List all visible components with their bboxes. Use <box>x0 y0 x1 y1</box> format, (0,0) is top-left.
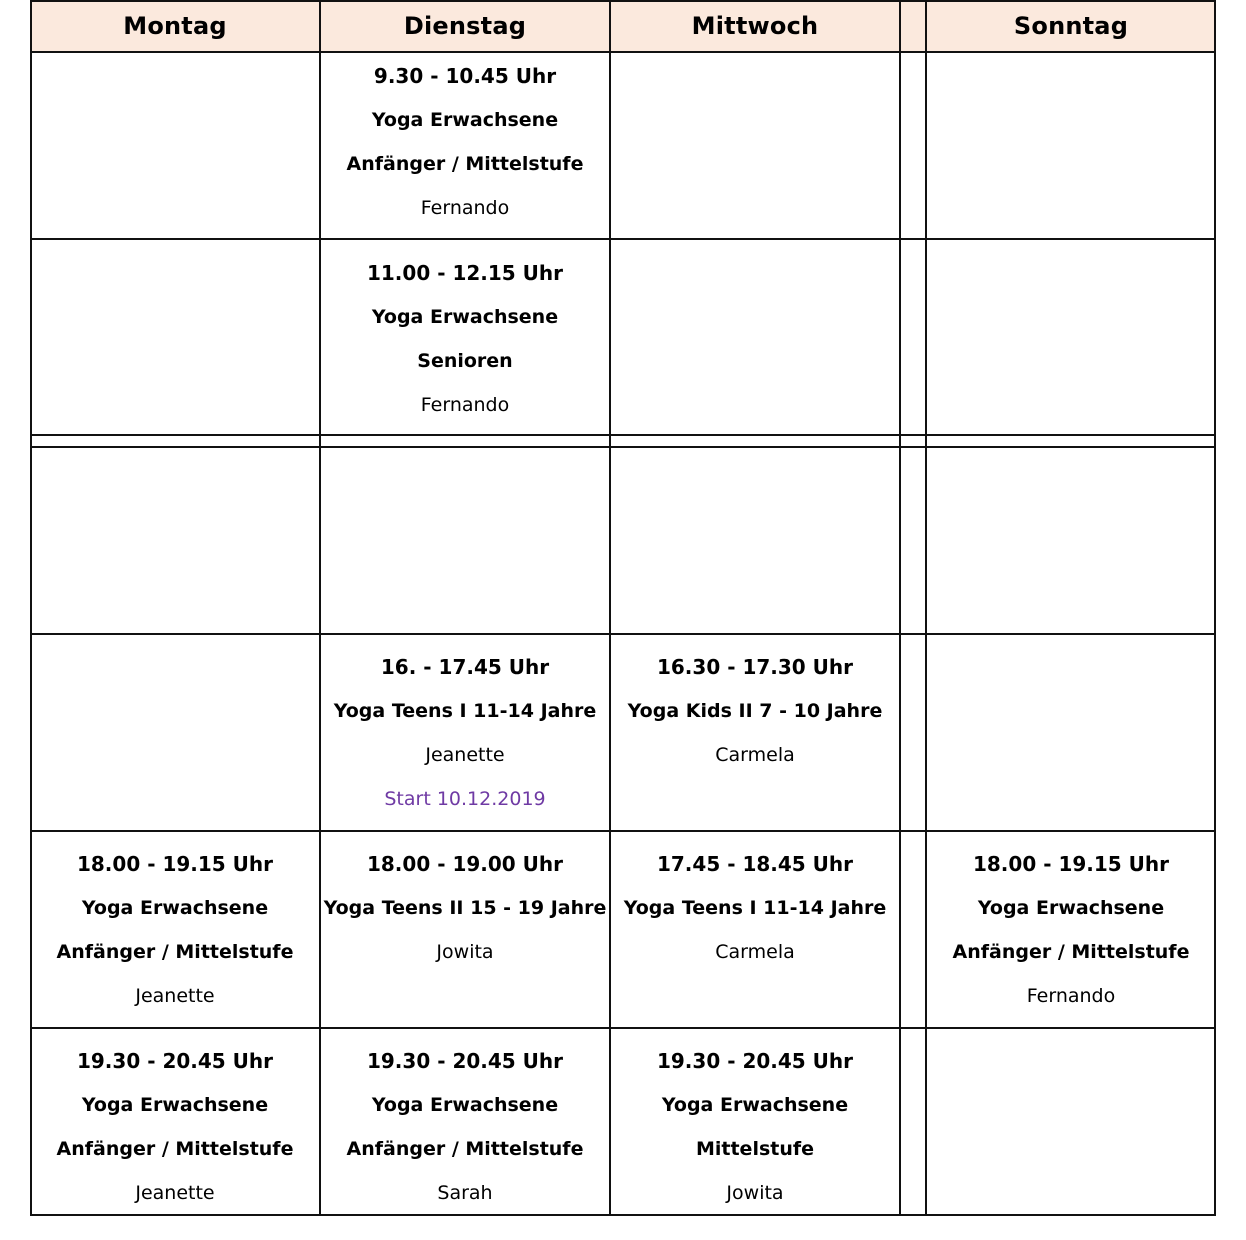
grid-row-4-bottom <box>30 830 1216 832</box>
grid-row-1-bottom <box>30 238 1216 240</box>
slot-tuesday-morning-1 <box>320 54 610 230</box>
grid-border-top <box>30 0 1216 2</box>
grid-row-3-bottom <box>30 633 1216 635</box>
slot-tuesday-afternoon <box>320 645 610 821</box>
slot-tuesday-evening-1 <box>320 842 610 974</box>
slot-teacher: Carmela <box>715 941 795 963</box>
slot-teacher: Carmela <box>715 744 795 766</box>
slot-wednesday-evening-2 <box>610 1039 900 1215</box>
weekly-timetable <box>30 0 1216 1216</box>
slot-title: Yoga Erwachsene <box>81 897 269 919</box>
slot-level: Anfänger / Mittelstufe <box>346 153 584 175</box>
slot-level: Anfänger / Mittelstufe <box>346 1138 584 1160</box>
slot-level: Anfänger / Mittelstufe <box>56 941 294 963</box>
slot-time: 16. - 17.45 Uhr <box>380 655 550 679</box>
slot-level: Anfänger / Mittelstufe <box>56 1138 294 1160</box>
slot-title: Yoga Erwachsene <box>371 109 559 131</box>
slot-time: 9.30 - 10.45 Uhr <box>373 64 557 88</box>
slot-time: 19.30 - 20.45 Uhr <box>656 1049 854 1073</box>
slot-level: Senioren <box>417 350 513 372</box>
slot-level: Mittelstufe <box>695 1138 815 1160</box>
slot-time: 18.00 - 19.00 Uhr <box>366 852 564 876</box>
slot-title: Yoga Teens I 11-14 Jahre <box>623 897 887 919</box>
slot-wednesday-evening-1 <box>610 842 900 974</box>
slot-title: Yoga Teens I 11-14 Jahre <box>333 700 597 722</box>
header-sunday: Sonntag <box>1013 12 1129 40</box>
slot-teacher: Jeanette <box>135 1182 215 1204</box>
slot-title: Yoga Erwachsene <box>371 306 559 328</box>
grid-border-left <box>30 0 32 1216</box>
slot-wednesday-afternoon <box>610 645 900 777</box>
slot-monday-evening-1 <box>30 842 320 1018</box>
slot-teacher: Jowita <box>436 941 494 963</box>
grid-header-bottom <box>30 51 1216 53</box>
grid-divider-gap-sun <box>925 0 927 1216</box>
grid-row-2-bottom <box>30 434 1216 436</box>
header-tuesday: Dienstag <box>403 12 527 40</box>
slot-title: Yoga Erwachsene <box>81 1094 269 1116</box>
slot-time: 18.00 - 19.15 Uhr <box>76 852 274 876</box>
slot-teacher: Fernando <box>420 394 510 416</box>
slot-teacher: Sarah <box>437 1182 493 1204</box>
slot-teacher: Jeanette <box>135 985 215 1007</box>
slot-start-note: Start 10.12.2019 <box>384 788 546 810</box>
grid-row-5-bottom <box>30 1027 1216 1029</box>
slot-title: Yoga Erwachsene <box>371 1094 559 1116</box>
slot-title: Yoga Teens II 15 - 19 Jahre <box>323 897 607 919</box>
slot-time: 18.00 - 19.15 Uhr <box>972 852 1170 876</box>
slot-time: 17.45 - 18.45 Uhr <box>656 852 854 876</box>
grid-midday-separator <box>30 446 1216 448</box>
slot-title: Yoga Erwachsene <box>661 1094 849 1116</box>
slot-time: 19.30 - 20.45 Uhr <box>76 1049 274 1073</box>
slot-tuesday-morning-2 <box>320 251 610 427</box>
slot-title: Yoga Erwachsene <box>977 897 1165 919</box>
slot-monday-evening-2 <box>30 1039 320 1215</box>
slot-sunday-evening-1 <box>926 842 1216 1018</box>
grid-border-right <box>1214 0 1216 1216</box>
header-monday: Montag <box>123 12 227 40</box>
slot-teacher: Jeanette <box>425 744 505 766</box>
slot-level: Anfänger / Mittelstufe <box>952 941 1190 963</box>
slot-time: 11.00 - 12.15 Uhr <box>366 261 564 285</box>
grid-border-bottom <box>30 1214 1216 1216</box>
slot-time: 16.30 - 17.30 Uhr <box>656 655 854 679</box>
slot-teacher: Fernando <box>420 197 510 219</box>
slot-teacher: Jowita <box>726 1182 784 1204</box>
grid-divider-tue-wed <box>609 0 611 1216</box>
header-wednesday: Mittwoch <box>691 12 819 40</box>
slot-time: 19.30 - 20.45 Uhr <box>366 1049 564 1073</box>
grid-divider-mon-tue <box>319 0 321 1216</box>
grid-divider-wed-gap <box>899 0 901 1216</box>
slot-teacher: Fernando <box>1026 985 1116 1007</box>
slot-title: Yoga Kids II 7 - 10 Jahre <box>627 700 883 722</box>
slot-tuesday-evening-2 <box>320 1039 610 1215</box>
